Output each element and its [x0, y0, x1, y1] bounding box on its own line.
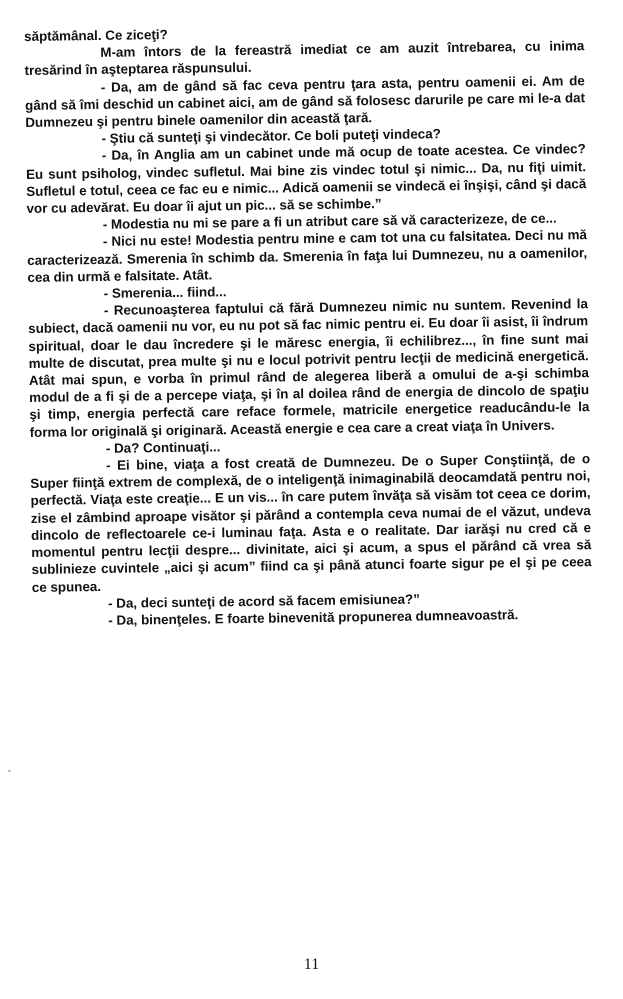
paragraph: - Da, deci sunteţi de acord să facem emisiunea?” — [107, 591, 420, 611]
scan-speck — [8, 770, 11, 772]
paragraph: - Da, am de gând să fac ceva pentru ţara asta, pentru oamenii ei. Am de gând să îmi deschid un cabinet aici, am de gând să folosesc darurile pe care mi le-a dat Dumnezeu şi pentru binele oamenilor din această ţară. — [24, 72, 586, 131]
paragraph: - Smerenia... fiind... — [103, 284, 227, 301]
paragraph: - Da, binenţeles. E foarte binevenită propunerea dumneavoastră. — [108, 607, 519, 628]
paragraph: - Da, în Anglia am un cabinet unde mă ocup de toate acestea. Ce vindec? Eu sunt psiholog, vindec sufletul. Mai bine zis vindec totul şi nimic... Da, nu fiţi uimit. Sufletul e totul, ceea ce fac eu e nimic... Adică oamenii se vindecă ei înşişi, când şi dacă vor cu adevărat. Eu doar îi ajut un pic... să se schimbe.” — [25, 141, 587, 217]
paragraph: M-am întors de la fereastră imediat ce am auzit întrebarea, cu inima tresărind în aşteptarea răspunsului. — [24, 38, 585, 79]
paragraph: - Ştiu că sunteţi şi vindecător. Ce boli puteţi vindeca? — [101, 126, 441, 147]
body-text — [24, 20, 592, 630]
paragraph: - Da? Continuaţi... — [105, 439, 221, 456]
paragraph: săptămânal. Ce ziceţi? — [24, 26, 168, 44]
page-number: 11 — [303, 956, 320, 973]
paragraph: - Ei bine, viaţa a fost creată de Dumnezeu. De o Super Conştiinţă, de o Super fiinţă extrem de complexă, de o inteligenţă inimaginabilă deocamdată pentru noi, perfectă. Viaţa este creaţie... E un vis... în care putem învăţa să visăm tot ceea ce dorim, zise el zâmbind aproape visător şi părând a contempla ceva numai de el văzut, undeva dincolo de reflectoarele ce-i luminau faţa. Asta e o realitate. Dar iarăşi nu cred că e momentul pentru lecţii despre... divinitate, aici şi acum, a spus el părând că vrea să sublinieze cuvintele „aici şi acum” fiind ca şi până atunci foarte sigur pe el şi pe ceea ce spunea. — [30, 451, 592, 595]
paragraph: - Recunoaşterea faptului că fără Dumnezeu nimic nu suntem. Revenind la subiect, dacă oamenii nu vor, eu nu pot să fac nimic pentru ei. Eu doar îi asist, îi îndrum spiritual, doar le dau încredere şi le măresc energia, îi echilibrez..., în fine sunt mai multe de discutat, prea multe şi nu e locul potrivit pentru lecţii de medicină energetică. Atât mai spun, e vorba în primul rând de alegerea liberă a omului de a-şi schimba modul de a fi şi de a percepe viaţa, şi în al doilea rând de energia de dincolo de spaţiu şi timp, energia perfectă care reface formele, matricile energetice readucându-le la forma lor originală şi originară. Această energie e cea care a creat viaţa în Univers. — [28, 296, 590, 440]
paragraph: - Modestia nu mi se pare a fi un atribut care să vă caracterizeze, de ce... — [102, 210, 557, 233]
paragraph: - Nici nu este! Modestia pentru mine e cam tot una cu falsitatea. Deci nu mă caracterizează. Smerenia în schimb da. Smerenia în faţa lui Dumnezeu, nu a oamenilor, cea din urmă e falsitate. Atât. — [27, 227, 588, 285]
